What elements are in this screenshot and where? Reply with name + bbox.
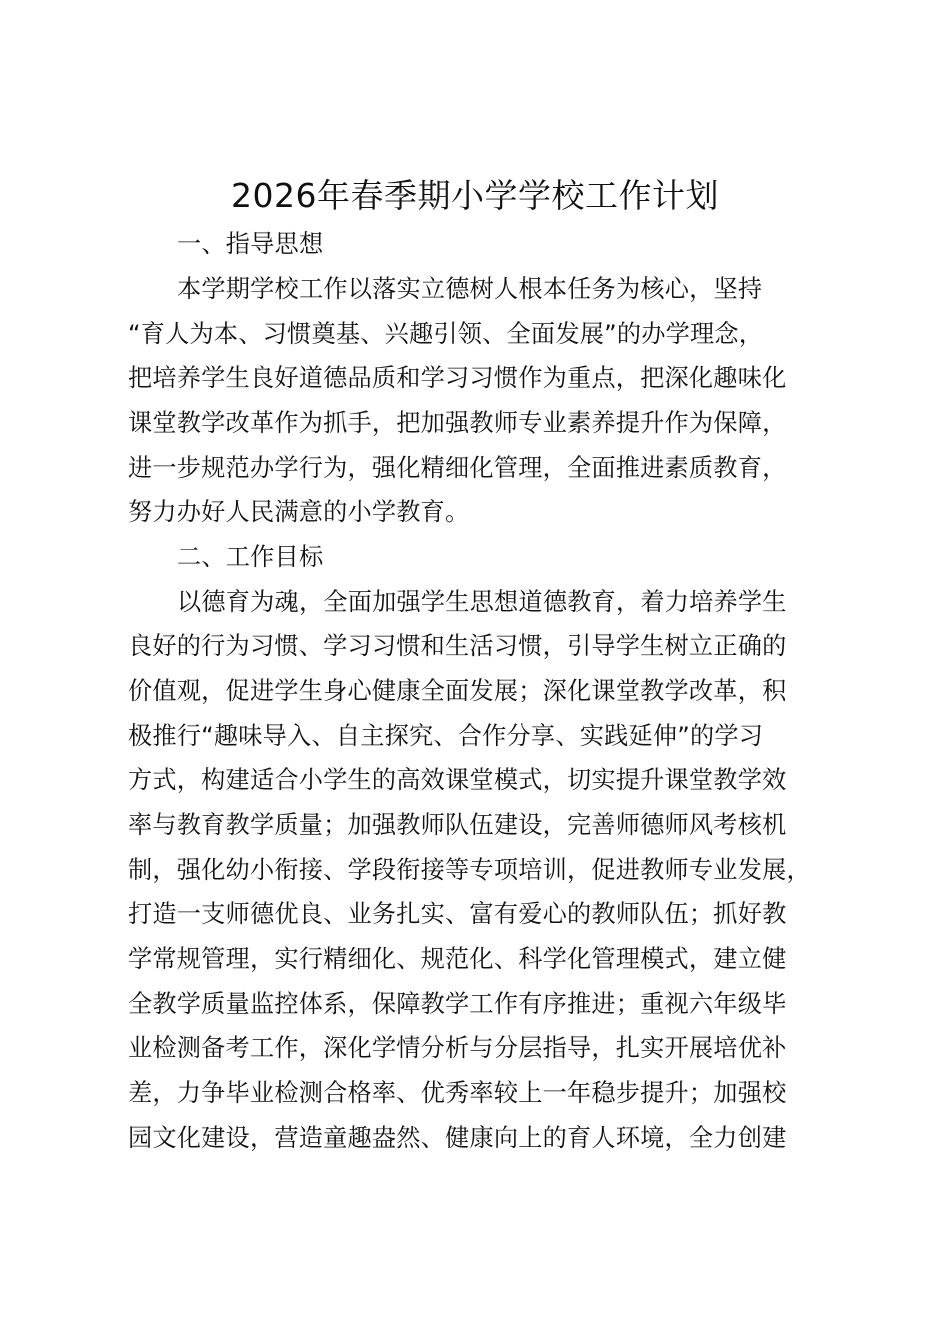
paragraph-line: 把培养学生良好道德品质和学习习惯作为重点，把深化趣味化 (128, 364, 787, 392)
paragraph-line: 方式，构建适合小学生的高效课堂模式，切实提升课堂教学效 (128, 766, 787, 794)
paragraph-line: 课堂教学改革作为抓手，把加强教师专业素养提升作为保障， (128, 409, 787, 437)
paragraph-line: 率与教育教学质量；加强教师队伍建设，完善师德师风考核机 (128, 811, 787, 839)
paragraph-line: 学常规管理，实行精细化、规范化、科学化管理模式，建立健 (128, 945, 787, 973)
paragraph-line: 良好的行为习惯、学习习惯和生活习惯，引导学生树立正确的 (128, 632, 787, 660)
paragraph-line: 打造一支师德优良、业务扎实、富有爱心的教师队伍；抓好教 (128, 900, 787, 928)
paragraph-line: 差，力争毕业检测合格率、优秀率较上一年稳步提升；加强校 (128, 1079, 787, 1107)
section-heading: 一、指导思想 (177, 230, 324, 258)
paragraph-line: 本学期学校工作以落实立德树人根本任务为核心，坚持 (177, 275, 763, 303)
paragraph-line: 业检测备考工作，深化学情分析与分层指导，扎实开展培优补 (128, 1034, 787, 1062)
paragraph-line: 以德育为魂，全面加强学生思想道德教育，着力培养学生 (177, 588, 787, 616)
paragraph-line: 价值观，促进学生身心健康全面发展；深化课堂教学改革，积 (128, 677, 787, 705)
paragraph-line: 制，强化幼小衔接、学段衔接等专项培训，促进教师专业发展， (128, 856, 811, 884)
paragraph-line: 园文化建设，营造童趣盎然、健康向上的育人环境，全力创建 (128, 1124, 787, 1152)
paragraph-line: 进一步规范办学行为，强化精细化管理，全面推进素质教育， (128, 454, 787, 482)
paragraph-line: “育人为本、习惯奠基、兴趣引领、全面发展”的办学理念， (128, 320, 764, 348)
paragraph-line: 全教学质量监控体系，保障教学工作有序推进；重视六年级毕 (128, 990, 787, 1018)
section-heading: 二、工作目标 (177, 543, 324, 571)
document-title: 2026年春季期小学学校工作计划 (231, 176, 719, 215)
paragraph-line: 极推行“趣味导入、自主探究、合作分享、实践延伸”的学习 (128, 722, 764, 750)
paragraph-line: 努力办好人民满意的小学教育。 (128, 498, 470, 526)
